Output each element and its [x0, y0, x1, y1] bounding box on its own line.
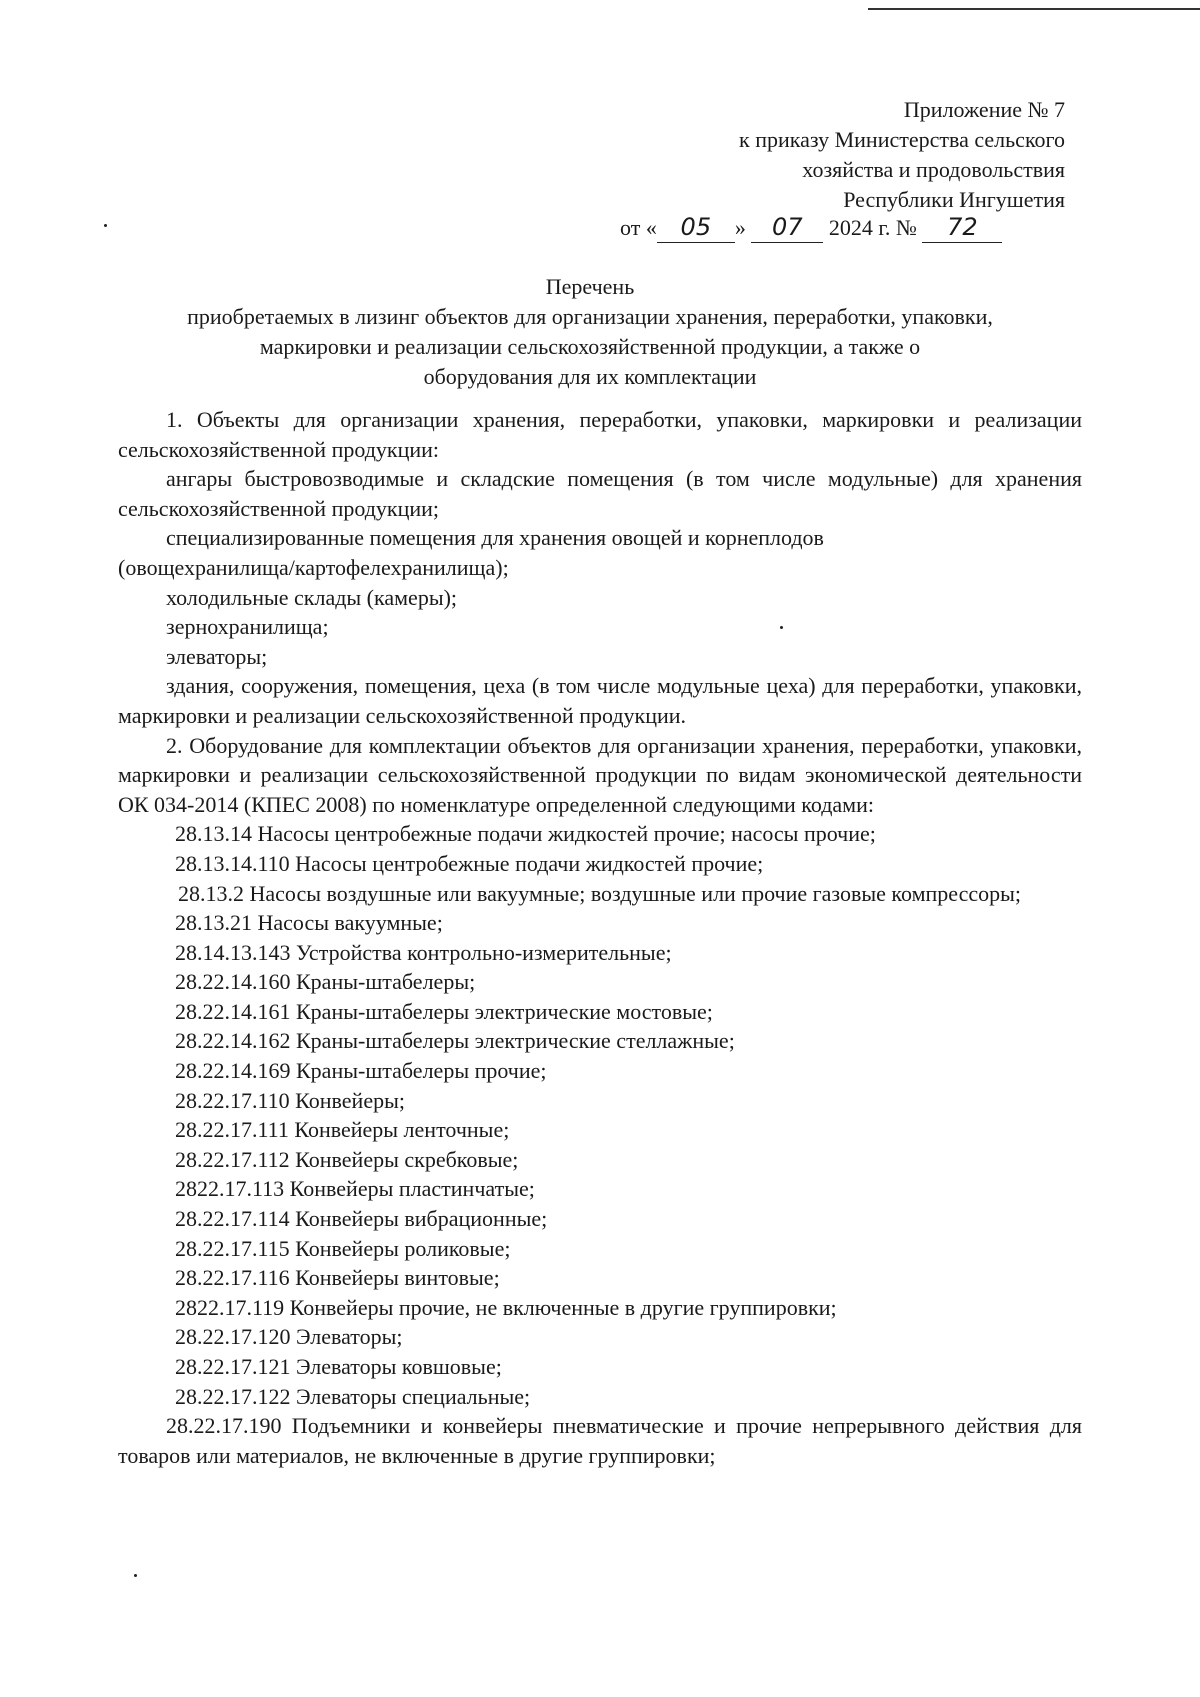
list-item: ангары быстровозводимые и складские помещения (в том числе модульные) для хранения сельскохозяйственной продукции;: [118, 466, 1082, 521]
republic-name: Республики Ингушетия: [843, 187, 1065, 212]
order-year: 2024 г. №: [828, 215, 917, 240]
code-item: 28.22.14.161 Краны-штабелеры электрические мостовые;: [175, 998, 713, 1024]
code-item: 28.13.21 Насосы вакуумные;: [175, 910, 443, 936]
handwritten-month: 07: [751, 212, 823, 243]
code-item-last: 28.22.17.190 Подъемники и конвейеры пневматические и прочие непрерывного действия для товаров или материалов, не включенные в другие группировки;: [118, 1413, 1082, 1468]
code-item: 28.22.17.122 Элеваторы специальные;: [175, 1383, 531, 1409]
list-item: (овощехранилища/картофелехранилища);: [118, 554, 509, 580]
section-2-intro: 2. Оборудование для комплектации объектов для организации хранения, переработки, упаковки, маркировки и реализации сельскохозяйственной продукции по видам экономической деятельности ОК 034-2014 (КПЕС 2008) по номенклатуре определенной следующими кодами:: [118, 732, 1082, 817]
code-item: 28.13.14 Насосы центробежные подачи жидкостей прочие; насосы прочие;: [175, 821, 876, 847]
code-item: 28.13.14.110 Насосы центробежные подачи жидкостей прочие;: [175, 850, 764, 876]
scan-speck: [104, 224, 107, 227]
code-item: 28.22.14.169 Краны-штабелеры прочие;: [175, 1058, 547, 1084]
code-item: 28.22.17.110 Конвейеры;: [175, 1087, 405, 1113]
document-body: [118, 405, 1082, 1470]
code-item: 28.13.2 Насосы воздушные или вакуумные; воздушные или прочие газовые компрессоры;: [178, 880, 1022, 906]
code-item: 2822.17.119 Конвейеры прочие, не включенные в другие группировки;: [175, 1294, 837, 1320]
list-item: здания, сооружения, помещения, цеха (в том числе модульные цеха) для переработки, упаковки, маркировки и реализации сельскохозяйственной продукции.: [118, 673, 1082, 728]
code-item: 28.22.17.116 Конвейеры винтовые;: [175, 1265, 500, 1291]
code-item: 28.22.14.160 Краны-штабелеры;: [175, 969, 476, 995]
appendix-header: [465, 95, 1065, 215]
order-reference: к приказу Министерства сельского: [739, 127, 1065, 152]
list-item: элеваторы;: [166, 643, 268, 669]
document-title: [120, 272, 1060, 392]
title-line: приобретаемых в лизинг объектов для организации хранения, переработки, упаковки,: [187, 304, 993, 329]
order-date-line: от « 05 » 07 2024 г. № 72: [620, 212, 1002, 243]
appendix-number: Приложение № 7: [903, 97, 1065, 122]
handwritten-day: 05: [657, 212, 735, 243]
list-item: зернохранилища;: [166, 614, 329, 640]
code-item: 28.14.13.143 Устройства контрольно-измерительные;: [175, 939, 672, 965]
title-heading: Перечень: [545, 274, 635, 299]
code-item: 28.22.17.111 Конвейеры ленточные;: [175, 1117, 510, 1143]
section-1-intro: 1. Объекты для организации хранения, переработки, упаковки, маркировки и реализации сельскохозяйственной продукции:: [118, 407, 1082, 462]
title-line: маркировки и реализации сельскохозяйственной продукции, а также о: [259, 334, 921, 359]
code-item: 28.22.17.115 Конвейеры роликовые;: [175, 1235, 511, 1261]
ministry-name: хозяйства и продовольствия: [802, 157, 1065, 182]
code-item: 2822.17.113 Конвейеры пластинчатые;: [175, 1176, 535, 1202]
code-item: 28.22.17.121 Элеваторы ковшовые;: [175, 1354, 502, 1379]
code-item: 28.22.17.112 Конвейеры скребковые;: [175, 1146, 519, 1172]
list-item: холодильные склады (камеры);: [166, 584, 458, 610]
code-item: 28.22.17.114 Конвейеры вибрационные;: [175, 1206, 548, 1232]
code-item: 28.22.14.162 Краны-штабелеры электрические стеллажные;: [175, 1028, 735, 1054]
scan-edge-line: [868, 8, 1200, 10]
scan-speck: [134, 1574, 137, 1577]
title-line: оборудования для их комплектации: [423, 364, 757, 389]
code-item: 28.22.17.120 Элеваторы;: [175, 1324, 403, 1350]
handwritten-order-number: 72: [922, 212, 1002, 243]
list-item: специализированные помещения для хранения овощей и корнеплодов: [166, 525, 824, 551]
